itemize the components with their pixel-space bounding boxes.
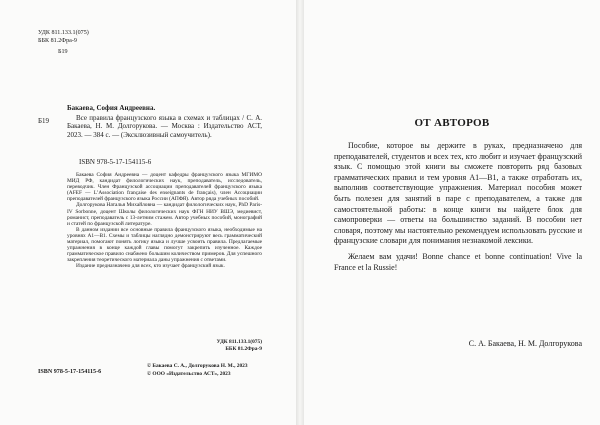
author-heading: Бакаева, София Андреевна. <box>67 104 156 112</box>
bbk-code-bottom: ББК 81.2Фра-9 <box>225 346 262 352</box>
bibliographic-entry <box>67 114 262 139</box>
foreword-body <box>334 141 582 273</box>
udk-code: УДК 811.133.1(075) <box>38 30 89 36</box>
index-code: Б19 <box>58 49 68 55</box>
bio-dolgorukova: Долгорукова Наталья Михайловна — кандидат филологических наук, PhD Paris-IV Sorbonne, доцент Школы филологических наук ФГН НИУ ВШЭ, медиевист, романист, преподаватель с 13-летним стажем. Автор учебных пособий, монографий и статей по французской литературе. <box>67 202 262 227</box>
udk-code-bottom: УДК 811.133.1(075) <box>216 339 262 345</box>
copyright-publisher: © ООО «Издательство АСТ», 2023 <box>147 371 231 377</box>
bbk-code: ББК 81.2Фра-9 <box>38 38 77 44</box>
copyright-authors: © Бакаева С. А., Долгорукова Н. М., 2023 <box>147 363 248 369</box>
entry-index: Б19 <box>38 117 50 125</box>
description-text: В данном издании все основные правила французского языка, необходимые на уровнях A1—B1. Схемы и таблицы наглядно демонстрируют весь грамматический материал, помогают понять логику языка и лучше усвоить правила. Предлагаемые упражнения в конце каждой главы помогут закрепить изученное. Каждое грамматическое правило снабжено большим количеством примеров. Для успешного закрепления теоретического материала даны упражнения с ответами. <box>67 226 262 264</box>
foreword-wishes: Желаем вам удачи! Bonne chance et bonne continuation! Vive la France et la Russie! <box>334 251 582 272</box>
signature: С. А. Бакаева, Н. М. Долгорукова <box>468 339 582 348</box>
bio-bakaeva: Бакаева София Андреевна — доцент кафедры французского языка МГИМО МИД РФ, кандидат филологических наук, преподаватель, исследователь, переводчик. Член Французской ассоциации преподавателей французского языка (AFEF — L’Association française des enseignants de français), член Ассоциации преподавателей французского языка России (АПФЯ). Автор ряда учебных пособий. <box>67 172 262 203</box>
section-heading: ОТ АВТОРОВ <box>414 117 490 129</box>
isbn: ISBN 978-5-17-154115-6 <box>79 158 152 166</box>
foreword-paragraph: Пособие, которое вы держите в руках, предназначено для преподавателей, студентов и всех тех, кто любит и изучает французский язык. С помощью этой книги вы сможете повторить ряд базовых грамматических правил и тем уровня A1—B1, а также отработать их, выполнив соответствующие упражнения. Материал пособия может быть полезен для занятий в паре с преподавателем, а также для самостоятельной работы: в конце книги вы найдете блок для самопроверки — ответы на большинство заданий. В пособии нет словаря, поэтому мы настоятельно рекомендуем использовать русские и французские словари для понимания незнакомой лексики. <box>334 141 582 246</box>
left-page <box>0 0 296 425</box>
entry-text: Все правила французского языка в схемах и таблицах / С. А. Бакаева, Н. М. Долгорукова. — Москва : Издательство АСТ, 2023. — 384 с. — (Эксклюзивный самоучитель). <box>67 114 262 139</box>
audience-text: Издание предназначено для всех, кто изучает французский язык. <box>76 263 225 270</box>
book-gutter <box>296 0 304 425</box>
isbn-bottom: ISBN 978-5-17-154115-6 <box>38 369 102 375</box>
right-page <box>304 0 600 425</box>
description-block <box>67 172 262 270</box>
